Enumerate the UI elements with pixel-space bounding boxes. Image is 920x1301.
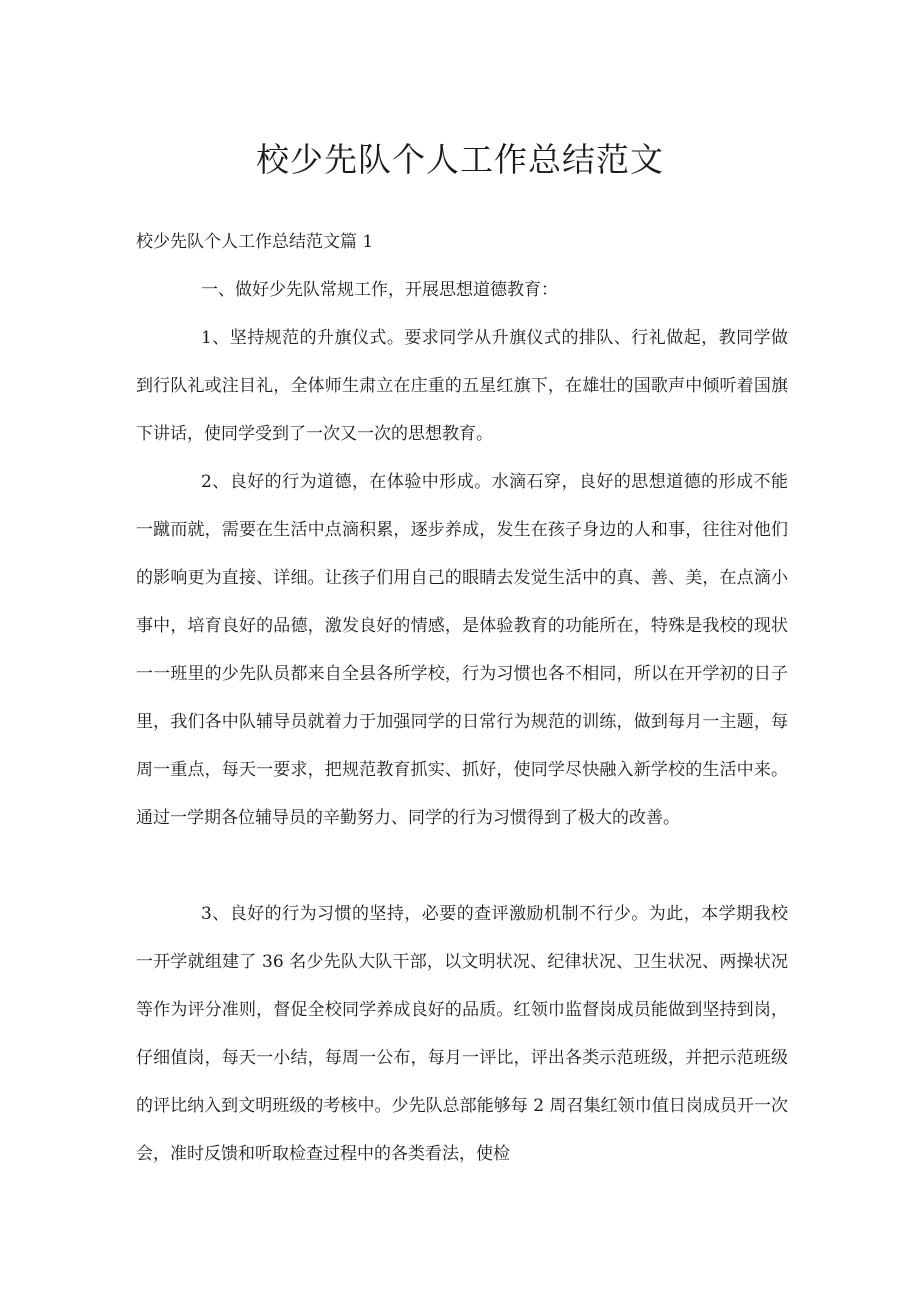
paragraph-3: 3、良好的行为习惯的坚持，必要的查评激励机制不行少。为此，本学期我校一开学就组建了 36 名少先队大队干部，以文明状况、纪律状况、卫生状况、两操状况等作为评分准则，督促全校同学养成良好的品质。红领巾监督岗成员能做到坚持到岗，仔细值岗，每天一小结，每周一公布，每月一评比，评出各类示范班级，并把示范班级的评比纳入到文明班级的考核中。少先队总部能够每 2 周召集红领巾值日岗成员开一次会，准时反馈和听取检查过程中的各类看法，使检: [136, 904, 788, 1164]
document-subtitle: 校少先队个人工作总结范文篇 1: [136, 232, 374, 252]
section-heading: 一、做好少先队常规工作，开展思想道德教育：: [201, 280, 558, 300]
paragraph-1: 1、坚持规范的升旗仪式。要求同学从升旗仪式的排队、行礼做起，教同学做到行队礼或注目礼，全体师生肃立在庄重的五星红旗下，在雄壮的国歌声中倾听着国旗下讲话，使同学受到了一次又一次的思想教育。: [136, 328, 788, 444]
document-title: 校少先队个人工作总结范文: [256, 140, 664, 179]
paragraph-2: 2、良好的行为道德，在体验中形成。水滴石穿，良好的思想道德的形成不能一蹴而就，需要在生活中点滴积累，逐步养成，发生在孩子身边的人和事，往往对他们的影响更为直接、详细。让孩子们用自己的眼睛去发觉生活中的真、善、美，在点滴小事中，培育良好的品德，激发良好的情感，是体验教育的功能所在，特殊是我校的现状一一班里的少先队员都来自全县各所学校，行为习惯也各不相同，所以在开学初的日子里，我们各中队辅导员就着力于加强同学的日常行为规范的训练，做到每月一主题，每周一重点，每天一要求，把规范教育抓实、抓好，使同学尽快融入新学校的生活中来。通过一学期各位辅导员的辛勤努力、同学的行为习惯得到了极大的改善。: [136, 472, 788, 828]
